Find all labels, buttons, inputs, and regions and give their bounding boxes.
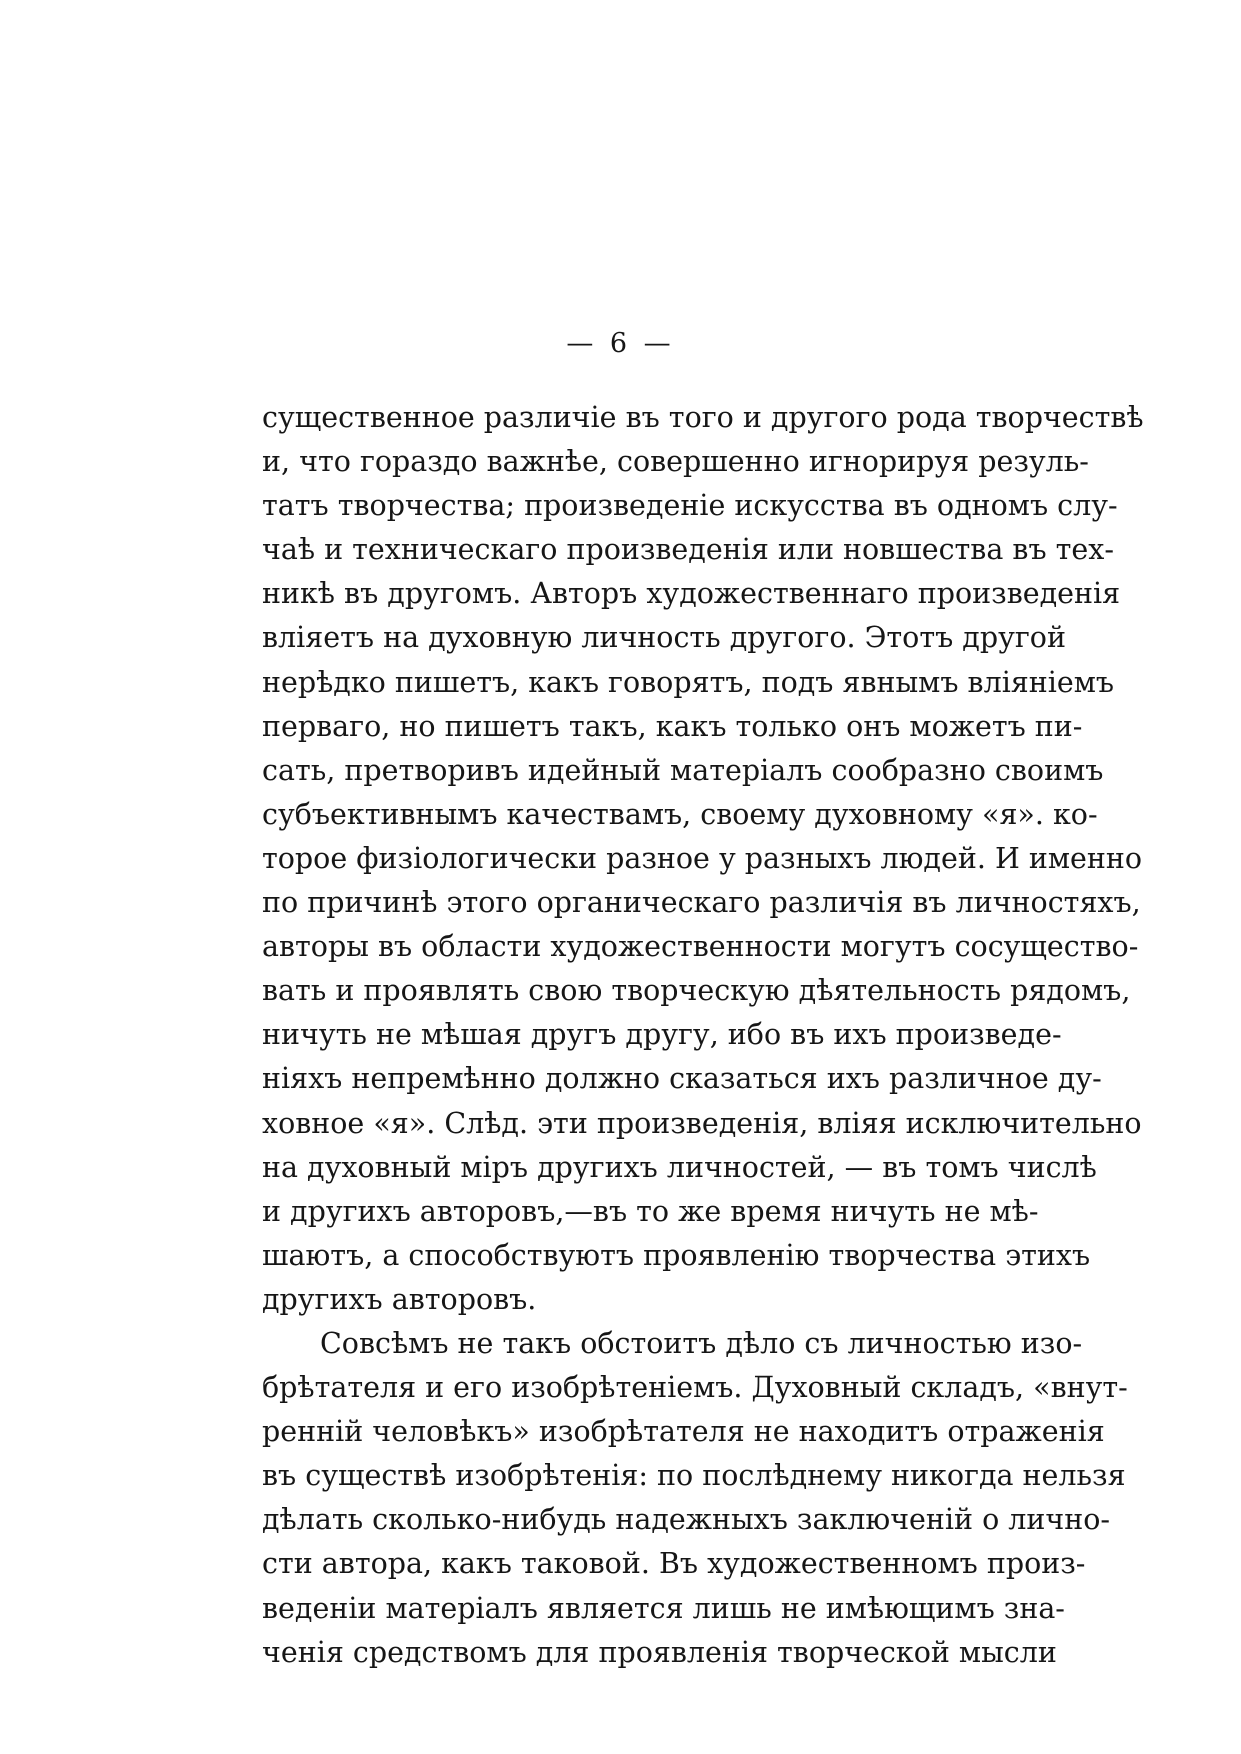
text-line: перваго, но пишетъ такъ, какъ только онъ можетъ пи- [262,709,1083,743]
text-line: и другихъ авторовъ,—въ то же время ничуть не мѣ- [262,1194,1039,1228]
text-line: авторы въ области художественности могутъ сосуществo- [262,930,1139,964]
text-line: торое физіологически разное у разныхъ людей. И именно [262,841,1143,875]
text-line: вать и проявлять свою творческую дѣятельность рядомъ, [262,974,1131,1008]
text-line: ченія средствомъ для проявленія творческой мысли [262,1635,1057,1669]
paragraph-p2 [262,1322,1128,1675]
text-line: шаютъ, а способствуютъ проявленію творчества этихъ [262,1238,1091,1272]
text-line: въ существѣ изобрѣтенія: по послѣднему никогда нельзя [262,1459,1126,1493]
text-line: вліяетъ на духовную личность другого. Этотъ другой [262,621,1066,655]
text-line: чаѣ и техническаго произведенія или новшества въ тех- [262,533,1114,567]
text-line: сти автора, какъ таковой. Въ художественномъ произ- [262,1547,1086,1581]
text-line: на духовный міръ другихъ личностей, — въ томъ числѣ [262,1150,1097,1184]
paragraph-p1 [262,396,1144,1322]
text-line: сать, претворивъ идейный матеріалъ сообразно своимъ [262,753,1104,787]
text-line: по причинѣ этого органическаго различія въ личностяхъ, [262,886,1141,920]
text-line: другихъ авторовъ. [262,1282,537,1316]
text-line: никѣ въ другомъ. Авторъ художественнаго произведенія [262,577,1121,611]
text-line: веденіи матеріалъ является лишь не имѣющимъ зна- [262,1591,1065,1625]
text-line: ренній человѣкъ» изобрѣтателя не находитъ отраженія [262,1415,1105,1449]
paragraphs [262,396,1144,1675]
text-line: субъективнымъ качествамъ, своему духовному «я». ко- [262,797,1098,831]
text-line: и, что гораздо важнѣе, совершенно игнорируя резуль- [262,445,1089,479]
text-line: ніяхъ непремѣнно должно сказаться ихъ различное ду- [262,1062,1102,1096]
text-line: татъ творчества; произведеніе искусства въ одномъ слу- [262,489,1118,523]
page-number: — 6 — [566,328,675,359]
body-text [262,396,1144,1675]
text-line: брѣтателя и его изобрѣтеніемъ. Духовный складъ, «внут- [262,1371,1128,1405]
text-line: Совсѣмъ не такъ обстоитъ дѣло съ личностью изо- [320,1326,1083,1360]
text-line: дѣлать сколько-нибудь надежныхъ заключеній о лично- [262,1503,1111,1537]
text-line: нерѣдко пишетъ, какъ говорятъ, подъ явнымъ вліяніемъ [262,665,1115,699]
text-line: ничуть не мѣшая другъ другу, ибо въ ихъ произведе- [262,1018,1062,1052]
text-line: существенное различіе въ того и другого рода творчествѣ [262,401,1144,434]
text-line: ховное «я». Слѣд. эти произведенія, вліяя исключительно [262,1106,1142,1140]
